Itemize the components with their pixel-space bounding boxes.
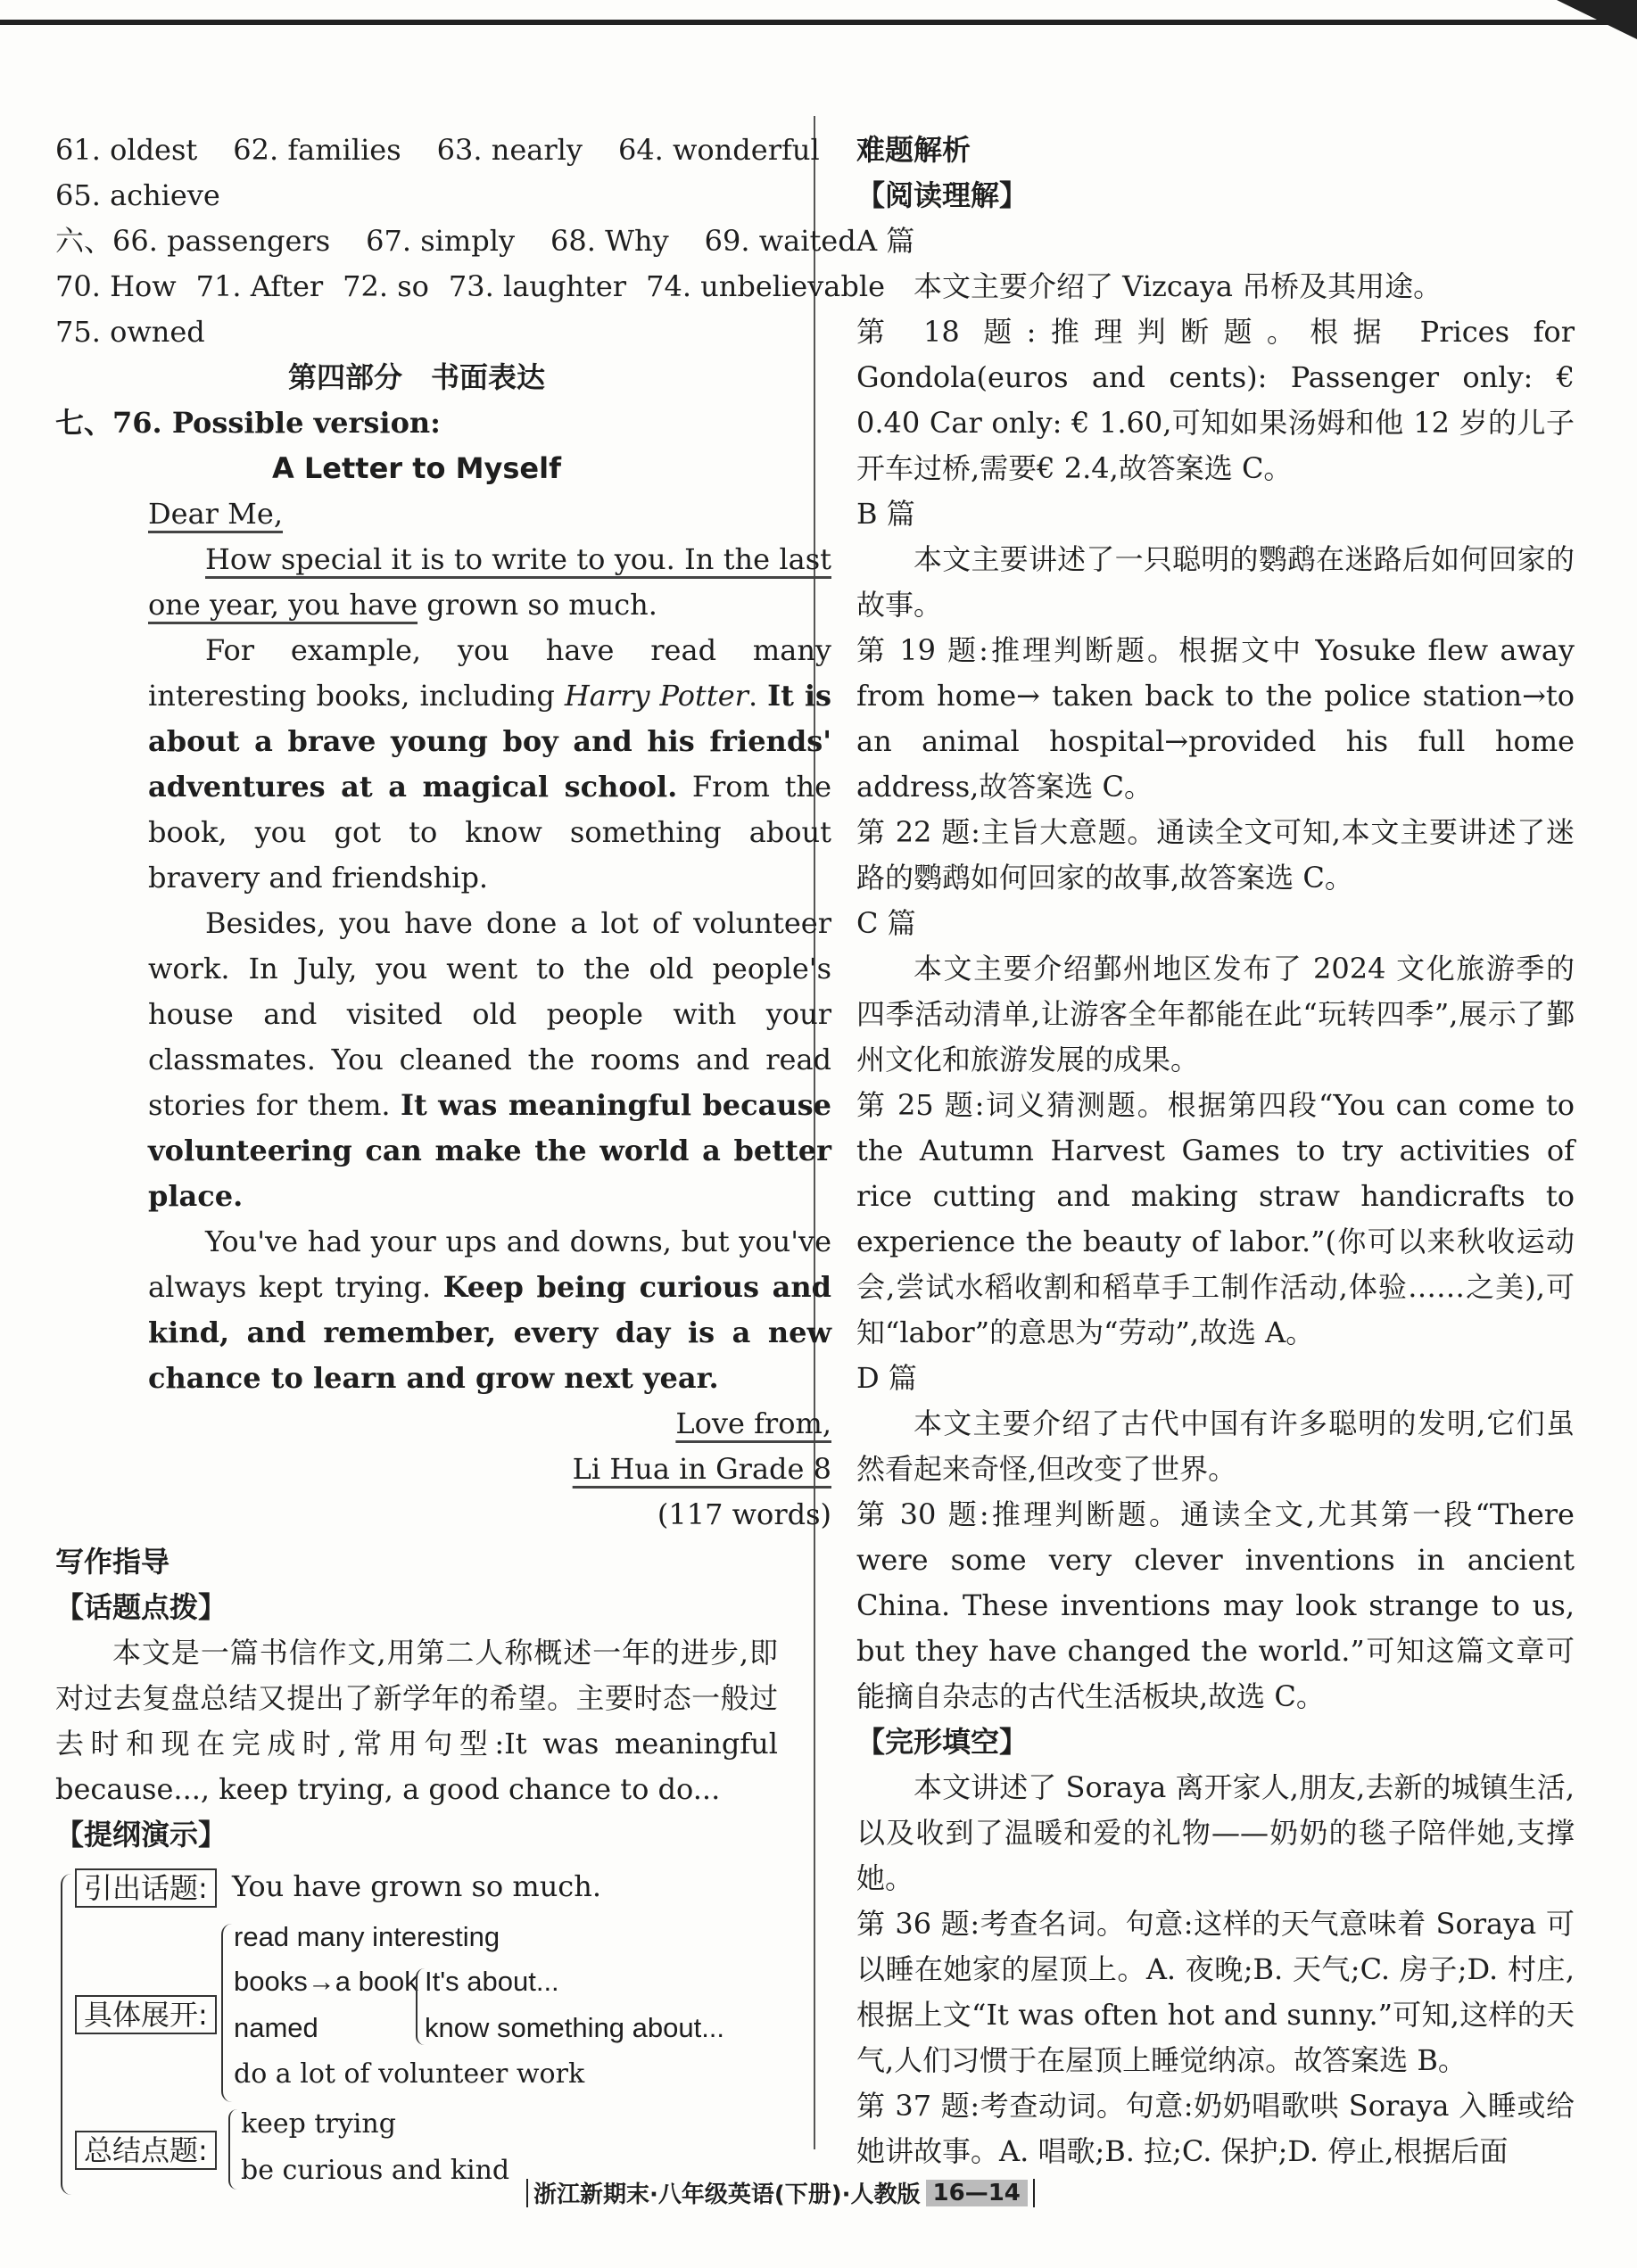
page-footer [526, 2176, 1035, 2209]
body-line-3: named [234, 2012, 318, 2043]
top-corner-mark [1557, 0, 1637, 39]
body-line-5: know something about... [425, 2012, 725, 2043]
letter-paragraph-4: You've had your ups and downs, but you've always kept trying. Keep being curious and kind, and remember, every day is a new chance to learn and grow next year. [148, 1225, 832, 1395]
passage-c-label: C 篇 [856, 906, 916, 940]
tag-summary: 总结点题: [75, 2131, 217, 2170]
answer-69: 69. waited [704, 224, 856, 258]
answer-75: 75. owned [55, 315, 205, 349]
passage-b-intro: 本文主要讲述了一只聪明的鹦鹉在迷路后如何回家的故事。 [856, 542, 1575, 622]
topic-text: 本文是一篇书信作文,用第二人称概述一年的进步,即对过去复盘总结又提出了新学年的希望。主要时态一般过去时和现在完成时,常用句型:It was meaningful because..., keep trying, a good chance to do... [55, 1636, 778, 1806]
passage-c-intro: 本文主要介绍鄞州地区发布了 2024 文化旅游季的四季活动清单,让游客全年都能在此“玩转四季”,展示了鄞州文化和旅游发展的成果。 [856, 952, 1575, 1076]
question-30: 第 30 题:推理判断题。通读全文,尤其第一段“There were some very clever inventions in ancient China. These inventions may look strange to us, but they have changed the world.”可知这篇文章可能摘自杂志的古代生活板块,故选 C。 [856, 1497, 1575, 1713]
answer-61: 61. oldest [55, 133, 198, 167]
body-line-4: It's about... [425, 1966, 559, 1997]
question-25: 第 25 题:词义猜测题。根据第四段“You can come to the Autumn Harvest Games to try activities of rice cutting and making straw handicrafts to experience the beauty of labor.”(你可以来秋收运动会,尝试水稻收割和稻草手工制作活动,体验……之美),可知“labor”的意思为“劳动”,故选 A。 [856, 1088, 1575, 1349]
answer-71: 71. After [195, 269, 324, 303]
question-36: 第 36 题:考查名词。句意:这样的天气意味着 Soraya 可以睡在她家的屋顶上。A. 夜晚;B. 天气;C. 房子;D. 村庄,根据上文“It was often hot and sunny.”可知,这样的天气,人们习惯于在屋顶上睡觉纳凉。故答案选 B。 [856, 1907, 1575, 2077]
outline-body-brace [221, 1924, 232, 2102]
body-line-1: read many interesting [234, 1921, 500, 1952]
word-count: (117 words) [657, 1497, 831, 1531]
answer-67: 67. simply [366, 224, 516, 258]
top-rule [0, 20, 1637, 25]
passage-d-intro: 本文主要介绍了古代中国有许多聪明的发明,它们虽然看起来奇怪,但改变了世界。 [856, 1406, 1575, 1486]
letter-closing: Love from, [675, 1406, 831, 1440]
answer-66: 六、66. passengers [55, 224, 331, 258]
passage-b-label: B 篇 [856, 497, 915, 531]
question-18: 第 18 题:推理判断题。根据 Prices for Gondola(euros and cents): Passenger only: € 0.40 Car only: € 1.60,可知如果汤姆和他 12 岁的儿子开车过桥,需要€ 2.4,故答案选 C。 [856, 315, 1575, 485]
intro-text: You have grown so much. [232, 1869, 601, 1903]
letter-body [148, 491, 831, 1538]
answer-64: 64. wonderful [617, 133, 820, 167]
answer-63: 63. nearly [436, 133, 583, 167]
outline-about-brace [416, 1968, 425, 2045]
outline-outer-brace [61, 1874, 71, 2195]
footer-bar-left [526, 2179, 528, 2207]
guide-title: 写作指导 [55, 1545, 170, 1579]
body-line-2: books→a book [234, 1966, 418, 1997]
outline-label: 【提纲演示】 [55, 1818, 227, 1852]
question-37: 第 37 题:考查动词。句意:奶奶唱歌哄 Soraya 入睡或给她讲故事。A. 唱歌;B. 拉;C. 保护;D. 停止,根据后面 [856, 2089, 1575, 2168]
letter-paragraph-1: How special it is to write to you. In the last one year, you have grown so much. [148, 542, 831, 622]
topic-label: 【话题点拨】 [55, 1590, 227, 1624]
body-line-6: do a lot of volunteer work [234, 2058, 585, 2090]
tag-body: 具体展开: [75, 1995, 217, 2034]
summary-line-1: keep trying [241, 2108, 396, 2140]
answer-row-3 [55, 219, 856, 264]
passage-d-label: D 篇 [856, 1361, 917, 1395]
right-column [856, 128, 1575, 2174]
footer-bar-right [1033, 2179, 1035, 2207]
cloze-label: 【完形填空】 [856, 1725, 1029, 1759]
question-22: 第 22 题:主旨大意题。通读全文可知,本文主要讲述了迷路的鹦鹉如何回家的故事,故答案选 C。 [856, 815, 1575, 895]
question-19: 第 19 题:推理判断题。根据文中 Yosuke flew away from home→ taken back to the police station→to an animal hospital→provided his full home address,故答案选 C。 [856, 633, 1575, 804]
letter-greeting: Dear Me, [148, 497, 284, 531]
outline-summary-brace [228, 2109, 237, 2190]
answer-row-1 [55, 128, 820, 173]
letter-title: A Letter to Myself [272, 451, 561, 485]
part4-title: 第四部分 书面表达 [287, 360, 545, 394]
summary-line-2: be curious and kind [241, 2155, 510, 2186]
q76-label: 七、76. Possible version: [55, 406, 441, 440]
answer-68: 68. Why [550, 224, 669, 258]
footer-series: 浙江新期末·八年级英语(下册)·人教版 [533, 2181, 921, 2208]
answer-row-4 [55, 264, 886, 309]
answer-72: 72. so [343, 269, 429, 303]
letter-paragraph-2: For example, you have read many interesting books, including Harry Potter. It is about a brave young boy and his friends' adventures at a magical school. From the book, you got to know something about bravery and friendship. [148, 633, 832, 895]
analysis-title: 难题解析 [856, 133, 971, 167]
cloze-intro: 本文讲述了 Soraya 离开家人,朋友,去新的城镇生活,以及收到了温暖和爱的礼物——奶奶的毯子陪伴她,支撑她。 [856, 1770, 1575, 1895]
answer-74: 74. unbelievable [646, 269, 886, 303]
answer-70: 70. How [55, 269, 177, 303]
reading-label: 【阅读理解】 [856, 178, 1029, 212]
passage-a-label: A 篇 [856, 224, 915, 258]
answer-65: 65. achieve [55, 178, 220, 212]
answer-62: 62. families [233, 133, 401, 167]
tag-intro: 引出话题: [75, 1868, 217, 1908]
page-number: 16—14 [926, 2180, 1028, 2206]
letter-paragraph-3: Besides, you have done a lot of volunteer work. In July, you went to the old people's house and visited old people with your classmates. You cleaned the rooms and read stories for them. It was meaningful because volunteering can make the world a better place. [148, 906, 832, 1213]
letter-signature: Li Hua in Grade 8 [572, 1452, 831, 1486]
passage-a-intro: 本文主要介绍了 Vizcaya 吊桥及其用途。 [914, 269, 1443, 303]
outline-diagram [55, 1861, 778, 2205]
answer-73: 73. laughter [448, 269, 627, 303]
